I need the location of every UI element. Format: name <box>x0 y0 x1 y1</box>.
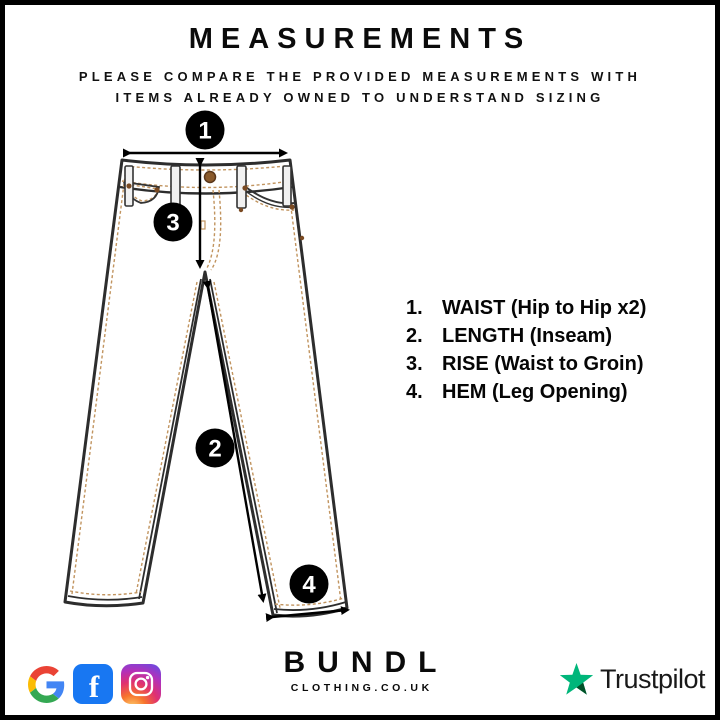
subtitle-line-2: ITEMS ALREADY OWNED TO UNDERSTAND SIZING <box>115 90 605 105</box>
legend-label: HEM (Leg Opening) <box>442 381 628 403</box>
subtitle <box>5 66 715 108</box>
badge-4-number: 4 <box>302 571 316 599</box>
belt-loop <box>283 166 291 206</box>
trustpilot-wordmark: Trustpilot <box>599 664 705 694</box>
brand-logo <box>272 646 449 694</box>
trustpilot-star-icon <box>558 661 595 698</box>
badge-3-number: 3 <box>166 209 180 237</box>
page-title: MEASUREMENTS <box>188 23 532 55</box>
badge-1-number: 1 <box>198 117 212 145</box>
jeans-outline-drawing <box>65 160 347 616</box>
legend-label: RISE (Waist to Groin) <box>442 353 644 375</box>
brand-name: BUNDL <box>283 646 449 679</box>
social-icons <box>28 664 161 704</box>
trustpilot-logo <box>558 661 705 698</box>
facebook-icon <box>73 664 113 704</box>
brand-domain: CLOTHING.CO.UK <box>290 682 433 694</box>
legend-label: LENGTH (Inseam) <box>442 325 613 347</box>
badge-2-number: 2 <box>208 435 222 463</box>
legend-item-waist <box>406 294 711 322</box>
legend-item-hem <box>406 378 711 406</box>
jeans-button <box>205 172 216 183</box>
legend-item-length <box>406 322 711 350</box>
jeans-measurement-diagram <box>45 110 405 635</box>
facebook-letter: f <box>88 669 100 704</box>
legend-label: WAIST (Hip to Hip x2) <box>442 297 647 319</box>
legend-number: 3. <box>406 353 423 375</box>
belt-loop <box>171 166 180 208</box>
instagram-icon <box>121 664 161 704</box>
subtitle-line-1: PLEASE COMPARE THE PROVIDED MEASUREMENTS WITH <box>78 69 642 84</box>
legend-item-rise <box>406 350 711 378</box>
google-icon <box>28 666 65 703</box>
header <box>5 23 715 108</box>
legend-number: 1. <box>406 297 423 319</box>
legend-number: 4. <box>406 381 423 403</box>
measurement-legend <box>406 294 711 406</box>
legend-number: 2. <box>406 325 423 347</box>
